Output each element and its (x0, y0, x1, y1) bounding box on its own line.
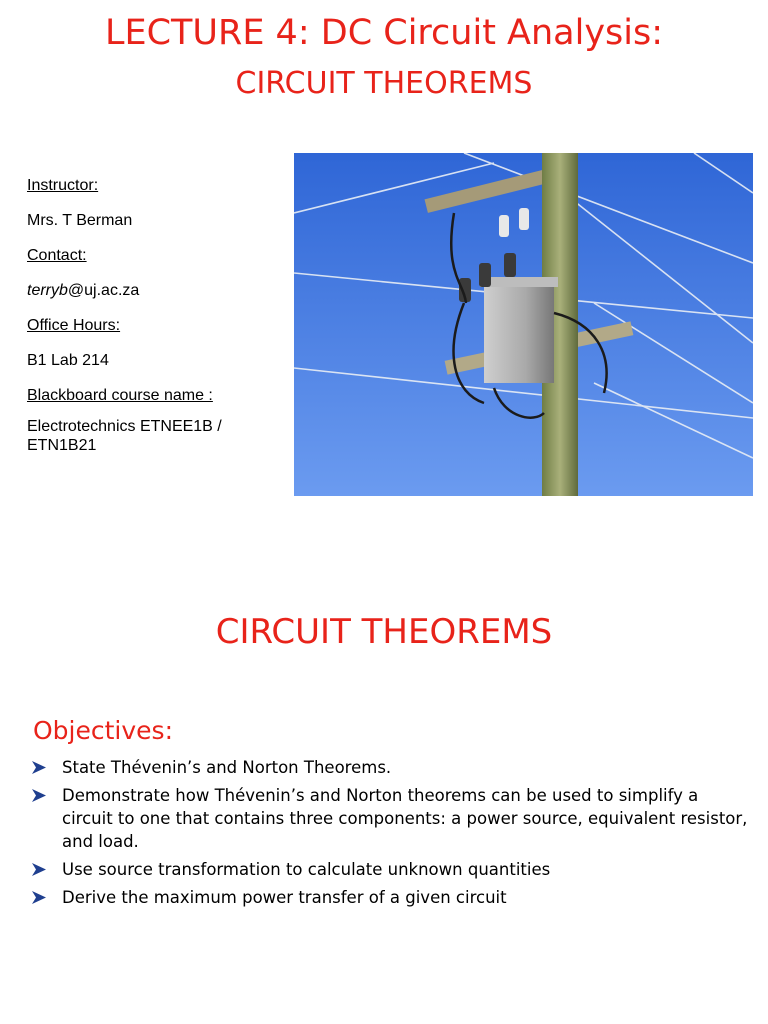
email-user: terryb (27, 282, 68, 299)
course-name-label: Blackboard course name : (27, 387, 213, 404)
contact-email (27, 281, 277, 300)
course-name-line2: ETN1B21 (27, 437, 97, 454)
email-domain: @uj.ac.za (67, 282, 140, 299)
objective-text: Use source transformation to calculate unknown quantities (62, 860, 551, 879)
objective-text: Demonstrate how Thévenin’s and Norton theorems can be used to simplify a circuit to one that contains three components: a power source, equivalent resistor, and load. (62, 786, 748, 851)
lecture-title: LECTURE 4: DC Circuit Analysis: (104, 13, 664, 53)
course-info (27, 176, 277, 471)
arrow-bullet-icon (32, 891, 46, 904)
list-item (28, 784, 748, 853)
course-name-value (27, 417, 277, 455)
arrow-bullet-icon (32, 863, 46, 876)
objective-text: State Thévenin’s and Norton Theorems. (62, 758, 392, 777)
section-title: CIRCUIT THEOREMS (215, 612, 553, 652)
arrow-bullet-icon (32, 789, 46, 802)
objectives-slide (0, 540, 768, 1024)
office-hours-value: B1 Lab 214 (27, 352, 109, 369)
instructor-label: Instructor: (27, 177, 99, 194)
objective-text: Derive the maximum power transfer of a given circuit (62, 888, 507, 907)
office-hours-label: Office Hours: (27, 317, 121, 334)
instructor-name: Mrs. T Berman (27, 212, 133, 229)
utility-pole-photo (294, 153, 753, 496)
list-item (28, 886, 748, 909)
contact-label: Contact: (27, 247, 87, 264)
arrow-bullet-icon (32, 761, 46, 774)
list-item (28, 858, 748, 881)
objectives-list (28, 756, 748, 914)
list-item (28, 756, 748, 779)
lecture-subtitle: CIRCUIT THEOREMS (235, 66, 533, 101)
objectives-heading: Objectives: (33, 716, 173, 745)
course-name-line1: Electrotechnics ETNEE1B / (27, 418, 222, 435)
